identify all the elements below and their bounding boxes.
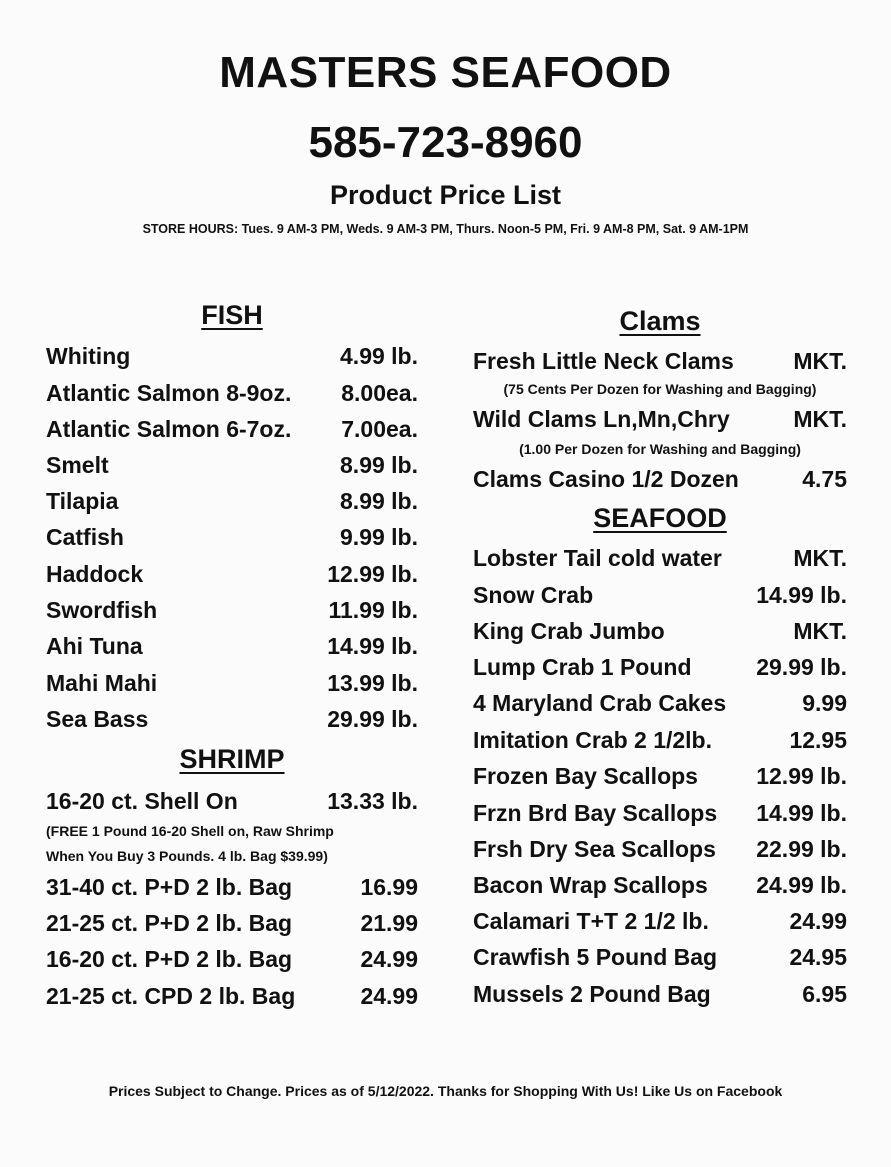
seafood-heading: SEAFOOD: [593, 503, 727, 533]
fish-item: [46, 380, 418, 407]
seafood-item: [473, 981, 847, 1008]
shrimp-item: [46, 910, 418, 937]
item-name: Wild Clams Ln,Mn,Chry: [473, 406, 730, 432]
item-name: 16-20 ct. Shell On: [46, 788, 238, 814]
item-price: 7.00ea.: [341, 416, 418, 442]
item-price: 21.99: [360, 910, 418, 936]
seafood-item: [473, 727, 847, 754]
fish-heading: FISH: [201, 300, 263, 330]
item-name: 16-20 ct. P+D 2 lb. Bag: [46, 946, 293, 972]
store-hours: STORE HOURS: Tues. 9 AM-3 PM, Weds. 9 AM-3 PM, Thurs. Noon-5 PM, Fri. 9 AM-8 PM, Sat. 9 AM-1PM: [142, 222, 749, 236]
item-price: 12.95: [789, 727, 847, 753]
fish-item: [46, 633, 418, 660]
item-name: Imitation Crab 2 1/2lb.: [473, 727, 712, 753]
item-price: 29.99 lb.: [327, 706, 418, 732]
fish-item: [46, 706, 418, 733]
item-price: 14.99 lb.: [756, 800, 847, 826]
seafood-item: [473, 944, 847, 971]
seafood-item: [473, 545, 847, 572]
fish-item: [46, 524, 418, 551]
item-price: MKT.: [793, 545, 847, 571]
fish-item: [46, 488, 418, 515]
item-name: 21-25 ct. CPD 2 lb. Bag: [46, 983, 296, 1009]
item-price: 29.99 lb.: [756, 654, 847, 680]
shrimp-item: [46, 946, 418, 973]
item-price: 4.99 lb.: [340, 343, 418, 369]
shrimp-item: [46, 874, 418, 901]
item-name: Catfish: [46, 524, 124, 550]
item-name: Sea Bass: [46, 706, 149, 732]
item-name: Crawfish 5 Pound Bag: [473, 944, 718, 970]
item-name: Mahi Mahi: [46, 670, 158, 696]
seafood-item: [473, 763, 847, 790]
item-name: Frsh Dry Sea Scallops: [473, 836, 716, 862]
seafood-item: [473, 800, 847, 827]
seafood-item: [473, 618, 847, 645]
page-subtitle: Product Price List: [329, 180, 562, 210]
store-name: MASTERS SEAFOOD: [219, 48, 672, 97]
fish-item: [46, 452, 418, 479]
item-price: 24.95: [789, 944, 847, 970]
item-name: Atlantic Salmon 8-9oz.: [46, 380, 292, 406]
footer-note: Prices Subject to Change. Prices as of 5/12/2022. Thanks for Shopping With Us! Like Us on Facebook: [108, 1083, 783, 1099]
item-price: 11.99 lb.: [328, 597, 418, 623]
seafood-item: [473, 582, 847, 609]
item-name: Haddock: [46, 561, 144, 587]
item-name: Fresh Little Neck Clams: [473, 348, 734, 374]
item-name: Clams Casino 1/2 Dozen: [473, 466, 739, 492]
item-price: 24.99: [360, 983, 418, 1009]
item-price: 24.99 lb.: [756, 872, 847, 898]
shrimp-item: [46, 983, 418, 1010]
clams-item: [473, 348, 847, 375]
item-price: 14.99 lb.: [327, 633, 418, 659]
fish-item: [46, 597, 418, 624]
store-phone: 585-723-8960: [308, 118, 583, 167]
item-name: Lobster Tail cold water: [473, 545, 722, 571]
clams-item: [473, 406, 847, 433]
clams-heading: Clams: [619, 306, 701, 336]
item-price: 4.75: [802, 466, 847, 492]
seafood-item: [473, 654, 847, 681]
item-name: 4 Maryland Crab Cakes: [473, 690, 727, 716]
seafood-item: [473, 690, 847, 717]
item-price: 6.95: [802, 981, 847, 1007]
fish-item: [46, 343, 418, 370]
item-price: MKT.: [793, 406, 847, 432]
clams-note: (75 Cents Per Dozen for Washing and Bagging): [503, 381, 817, 397]
item-price: 13.99 lb.: [327, 670, 418, 696]
clams-item: [473, 466, 847, 493]
item-price: 12.99 lb.: [756, 763, 847, 789]
shrimp-note-line2: When You Buy 3 Pounds. 4 lb. Bag $39.99): [46, 848, 328, 864]
item-name: Frozen Bay Scallops: [473, 763, 698, 789]
item-name: Atlantic Salmon 6-7oz.: [46, 416, 292, 442]
seafood-item: [473, 872, 847, 899]
item-price: 24.99: [789, 908, 847, 934]
item-name: Lump Crab 1 Pound: [473, 654, 692, 680]
item-name: Bacon Wrap Scallops: [473, 872, 708, 898]
item-name: Frzn Brd Bay Scallops: [473, 800, 718, 826]
shrimp-note-line1: (FREE 1 Pound 16-20 Shell on, Raw Shrimp: [46, 823, 334, 839]
item-name: Ahi Tuna: [46, 633, 143, 659]
clams-note: (1.00 Per Dozen for Washing and Bagging): [519, 441, 801, 457]
item-price: 8.99 lb.: [340, 488, 418, 514]
item-name: King Crab Jumbo: [473, 618, 665, 644]
item-name: Whiting: [46, 343, 131, 369]
item-price: 8.00ea.: [341, 380, 418, 406]
seafood-item: [473, 836, 847, 863]
item-price: 13.33 lb.: [327, 788, 418, 814]
item-name: Snow Crab: [473, 582, 594, 608]
item-price: 24.99: [360, 946, 418, 972]
item-price: 22.99 lb.: [756, 836, 847, 862]
item-price: 8.99 lb.: [340, 452, 418, 478]
item-price: 16.99: [360, 874, 418, 900]
fish-item: [46, 416, 418, 443]
item-name: Tilapia: [46, 488, 119, 514]
item-name: Mussels 2 Pound Bag: [473, 981, 711, 1007]
item-name: Smelt: [46, 452, 109, 478]
item-price: MKT.: [793, 348, 847, 374]
item-name: 21-25 ct. P+D 2 lb. Bag: [46, 910, 293, 936]
item-price: 14.99 lb.: [756, 582, 847, 608]
item-name: Swordfish: [46, 597, 158, 623]
item-name: Calamari T+T 2 1/2 lb.: [473, 908, 709, 934]
fish-item: [46, 561, 418, 588]
item-name: 31-40 ct. P+D 2 lb. Bag: [46, 874, 293, 900]
seafood-item: [473, 908, 847, 935]
item-price: 9.99: [802, 690, 847, 716]
item-price: 9.99 lb.: [340, 524, 418, 550]
item-price: MKT.: [793, 618, 847, 644]
shrimp-heading: SHRIMP: [179, 744, 285, 774]
shrimp-item: [46, 788, 418, 815]
fish-item: [46, 670, 418, 697]
item-price: 12.99 lb.: [327, 561, 418, 587]
